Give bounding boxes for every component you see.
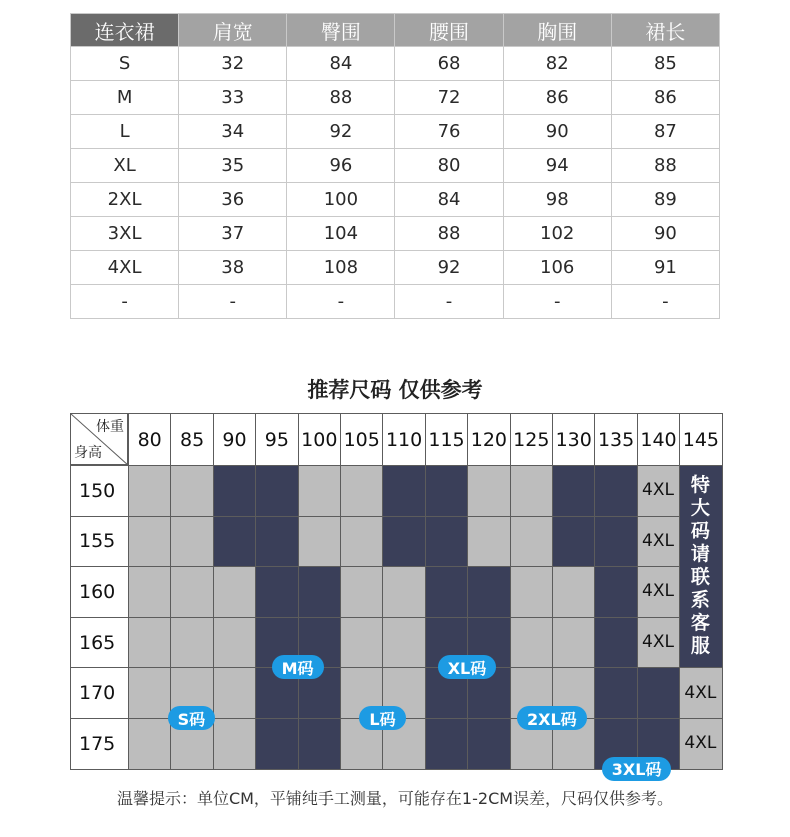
size-label-cell: 4XL — [71, 251, 179, 285]
size-grid-cell — [298, 516, 341, 568]
corner-header-cell — [70, 413, 128, 465]
measurement-cell: 96 — [287, 149, 395, 183]
size-chart-table — [70, 13, 720, 319]
size-grid-cell — [340, 566, 383, 618]
footer-tip: 温馨提示：单位CM，平铺纯手工测量，可能存在1-2CM误差，尺码仅供参考。 — [116, 789, 674, 808]
size-grid-cell — [213, 617, 256, 669]
size-label-cell: L — [71, 115, 179, 149]
size-label-cell: 3XL — [71, 217, 179, 251]
size-label-cell: XL — [71, 149, 179, 183]
size-grid-cell — [594, 566, 637, 618]
size-recommendation-grid — [70, 413, 721, 780]
size-grid-cell — [510, 465, 553, 517]
size-grid-cell — [213, 667, 256, 719]
size-grid-cell — [552, 465, 595, 517]
contact-char: 大 — [690, 497, 710, 520]
size-grid-cell — [552, 516, 595, 568]
weight-header-cell: 125 — [510, 413, 553, 466]
height-header-cell: 155 — [70, 516, 129, 568]
size-badge: M码 — [272, 655, 324, 679]
weight-header-cell: 100 — [298, 413, 341, 466]
size-badge: XL码 — [438, 655, 497, 679]
measurement-cell: 100 — [287, 183, 395, 217]
size-grid-cell — [298, 465, 341, 517]
size-4xl-label: 4XL — [642, 581, 674, 602]
weight-header-cell: 110 — [382, 413, 425, 466]
size-label-cell: 2XL — [71, 183, 179, 217]
size-grid-cell — [467, 566, 510, 618]
size-grid-cell — [340, 465, 383, 517]
size-label-cell: M — [71, 81, 179, 115]
weight-header-cell: 140 — [637, 413, 680, 466]
size-grid-cell — [170, 617, 213, 669]
size-row — [71, 81, 720, 115]
size-grid-cell — [552, 566, 595, 618]
size-grid-cell — [255, 465, 298, 517]
header-dress: 连衣裙 — [71, 14, 179, 47]
size-grid-cell — [128, 718, 171, 770]
weight-header-cell: 120 — [467, 413, 510, 466]
measurement-cell: 94 — [503, 149, 611, 183]
size-grid-cell — [594, 465, 637, 517]
measurement-cell: 102 — [503, 217, 611, 251]
measurement-cell: 108 — [287, 251, 395, 285]
size-grid-cell — [340, 617, 383, 669]
measurement-cell: - — [503, 285, 611, 319]
measurement-cell: 85 — [611, 47, 719, 81]
weight-header-cell: 105 — [340, 413, 383, 466]
contact-char: 联 — [690, 566, 710, 589]
size-4xl-label: 4XL — [684, 682, 717, 703]
size-grid-cell — [594, 617, 637, 669]
contact-char: 请 — [690, 543, 710, 566]
measurement-cell: 36 — [179, 183, 287, 217]
size-grid-cell — [298, 566, 341, 618]
size-row — [71, 217, 720, 251]
contact-char: 服 — [690, 635, 710, 658]
measurement-cell: 87 — [611, 115, 719, 149]
contact-service-note — [679, 465, 721, 667]
header-length: 裙长 — [611, 14, 719, 47]
size-grid-cell — [255, 718, 298, 770]
contact-char: 客 — [690, 612, 710, 635]
corner-height-label: 身高 — [74, 445, 102, 461]
size-grid-cell — [213, 465, 256, 517]
size-grid-cell — [128, 566, 171, 618]
size-4xl-label: 4XL — [642, 480, 674, 501]
size-grid-cell — [255, 566, 298, 618]
size-grid-cell — [552, 617, 595, 669]
size-grid-cell — [213, 516, 256, 568]
measurement-cell: 88 — [287, 81, 395, 115]
size-grid-cell — [170, 566, 213, 618]
size-grid-cell — [255, 516, 298, 568]
weight-header-cell: 80 — [128, 413, 171, 466]
size-4xl-label: 4XL — [684, 733, 717, 754]
size-row — [71, 251, 720, 285]
measurement-cell: 92 — [287, 115, 395, 149]
size-grid-cell — [213, 718, 256, 770]
recommendation-title: 推荐尺码 仅供参考 — [307, 378, 483, 402]
measurement-cell: 84 — [287, 47, 395, 81]
measurement-cell: 84 — [395, 183, 503, 217]
measurement-cell: 80 — [395, 149, 503, 183]
measurement-cell: 86 — [611, 81, 719, 115]
measurement-cell: - — [179, 285, 287, 319]
size-grid-cell — [594, 516, 637, 568]
size-grid-cell — [510, 617, 553, 669]
measurement-cell: 88 — [611, 149, 719, 183]
header-hip: 臀围 — [287, 14, 395, 47]
size-grid-cell — [467, 465, 510, 517]
measurement-cell: 88 — [395, 217, 503, 251]
size-grid-cell — [128, 516, 171, 568]
measurement-cell: 76 — [395, 115, 503, 149]
size-grid-cell — [382, 617, 425, 669]
size-badge: 2XL码 — [517, 706, 587, 730]
measurement-cell: 37 — [179, 217, 287, 251]
weight-header-cell: 135 — [594, 413, 637, 466]
height-header-cell: 170 — [70, 667, 129, 719]
header-shoulder: 肩宽 — [179, 14, 287, 47]
size-badge: 3XL码 — [602, 757, 672, 781]
weight-header-cell: 145 — [679, 413, 722, 466]
measurement-cell: 32 — [179, 47, 287, 81]
size-grid-cell — [170, 465, 213, 517]
size-grid-cell — [128, 465, 171, 517]
measurement-cell: 86 — [503, 81, 611, 115]
size-4xl-label: 4XL — [642, 632, 674, 653]
contact-char: 特 — [690, 474, 710, 497]
size-grid-cell — [382, 566, 425, 618]
weight-header-cell: 85 — [170, 413, 213, 466]
height-header-cell: 150 — [70, 465, 129, 517]
size-grid-cell — [594, 667, 637, 719]
size-grid-cell — [128, 617, 171, 669]
size-grid-cell — [382, 465, 425, 517]
height-header-cell: 175 — [70, 718, 129, 770]
weight-header-cell: 115 — [425, 413, 468, 466]
size-4xl-label: 4XL — [642, 530, 674, 551]
size-label-cell: - — [71, 285, 179, 319]
size-grid-cell — [425, 516, 468, 568]
measurement-cell: 90 — [503, 115, 611, 149]
size-grid-cell — [510, 566, 553, 618]
size-grid-cell — [213, 566, 256, 618]
size-badge: L码 — [359, 706, 405, 730]
size-grid-cell — [510, 516, 553, 568]
size-badge: S码 — [168, 706, 216, 730]
size-label-cell: S — [71, 47, 179, 81]
measurement-cell: 104 — [287, 217, 395, 251]
size-grid-cell — [425, 566, 468, 618]
measurement-cell: 106 — [503, 251, 611, 285]
size-grid-cell — [467, 516, 510, 568]
measurement-cell: 98 — [503, 183, 611, 217]
measurement-cell: 33 — [179, 81, 287, 115]
size-grid-cell — [425, 465, 468, 517]
size-grid-cell — [467, 718, 510, 770]
size-chart-header-row — [71, 14, 720, 47]
measurement-cell: 34 — [179, 115, 287, 149]
header-chest: 胸围 — [503, 14, 611, 47]
measurement-cell: 82 — [503, 47, 611, 81]
size-grid-cell — [340, 516, 383, 568]
contact-char: 码 — [690, 520, 710, 543]
measurement-cell: 68 — [395, 47, 503, 81]
weight-header-cell: 130 — [552, 413, 595, 466]
height-header-cell: 160 — [70, 566, 129, 618]
corner-weight-label: 体重 — [96, 419, 124, 435]
size-grid-cell — [170, 516, 213, 568]
size-grid-cell — [298, 718, 341, 770]
size-row — [71, 115, 720, 149]
size-grid-cell — [637, 667, 680, 719]
size-row — [71, 47, 720, 81]
measurement-cell: 89 — [611, 183, 719, 217]
header-waist: 腰围 — [395, 14, 503, 47]
measurement-cell: 35 — [179, 149, 287, 183]
weight-header-cell: 90 — [213, 413, 256, 466]
size-grid-cell — [382, 516, 425, 568]
measurement-cell: 90 — [611, 217, 719, 251]
measurement-cell: - — [611, 285, 719, 319]
height-header-cell: 165 — [70, 617, 129, 669]
measurement-cell: - — [395, 285, 503, 319]
measurement-cell: - — [287, 285, 395, 319]
size-grid-cell — [128, 667, 171, 719]
size-grid-cell — [425, 718, 468, 770]
measurement-cell: 92 — [395, 251, 503, 285]
measurement-cell: 38 — [179, 251, 287, 285]
size-row — [71, 183, 720, 217]
measurement-cell: 72 — [395, 81, 503, 115]
contact-char: 系 — [690, 589, 710, 612]
size-row — [71, 149, 720, 183]
weight-header-cell: 95 — [255, 413, 298, 466]
size-row — [71, 285, 720, 319]
measurement-cell: 91 — [611, 251, 719, 285]
